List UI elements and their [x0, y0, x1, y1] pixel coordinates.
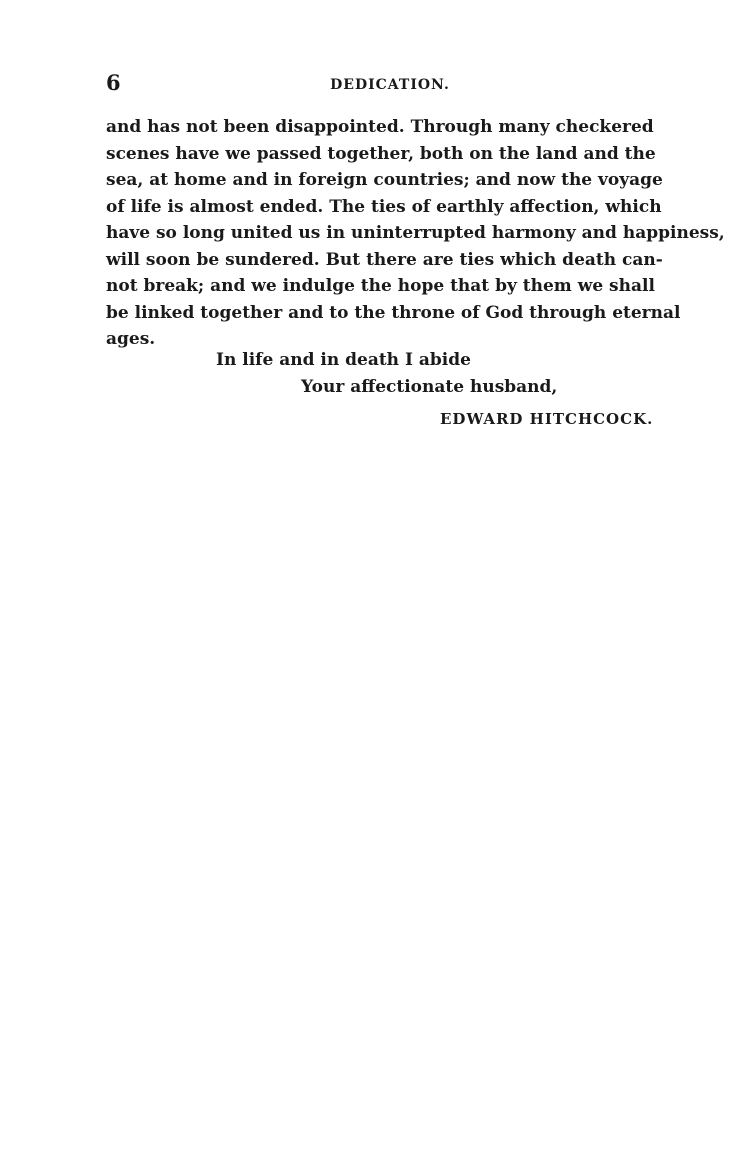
signature: EDWARD HITCHCOCK.: [440, 410, 654, 428]
text-line: sea, at home and in foreign countries; and now the voyage: [106, 170, 663, 190]
text-line: not break; and we indulge the hope that by them we shall: [106, 276, 655, 296]
text-line: of life is almost ended. The ties of earthly affection, which: [106, 196, 662, 217]
text-line: will soon be sundered. But there are ties which death can-: [106, 249, 663, 270]
text-line: scenes have we passed together, both on the land and the: [106, 143, 656, 164]
text-line: and has not been disappointed. Through many checkered: [106, 117, 654, 137]
dedication-paragraph: [106, 114, 725, 353]
closing-salutation: Your affectionate husband,: [301, 377, 558, 397]
text-line: have so long united us in uninterrupted harmony and happiness,: [106, 223, 725, 243]
running-head: DEDICATION.: [330, 77, 450, 93]
text-line: ages.: [106, 329, 156, 349]
text-line: be linked together and to the throne of God through eternal: [106, 302, 681, 323]
closing-line: In life and in death I abide: [216, 350, 471, 370]
page-number: 6: [106, 70, 121, 95]
